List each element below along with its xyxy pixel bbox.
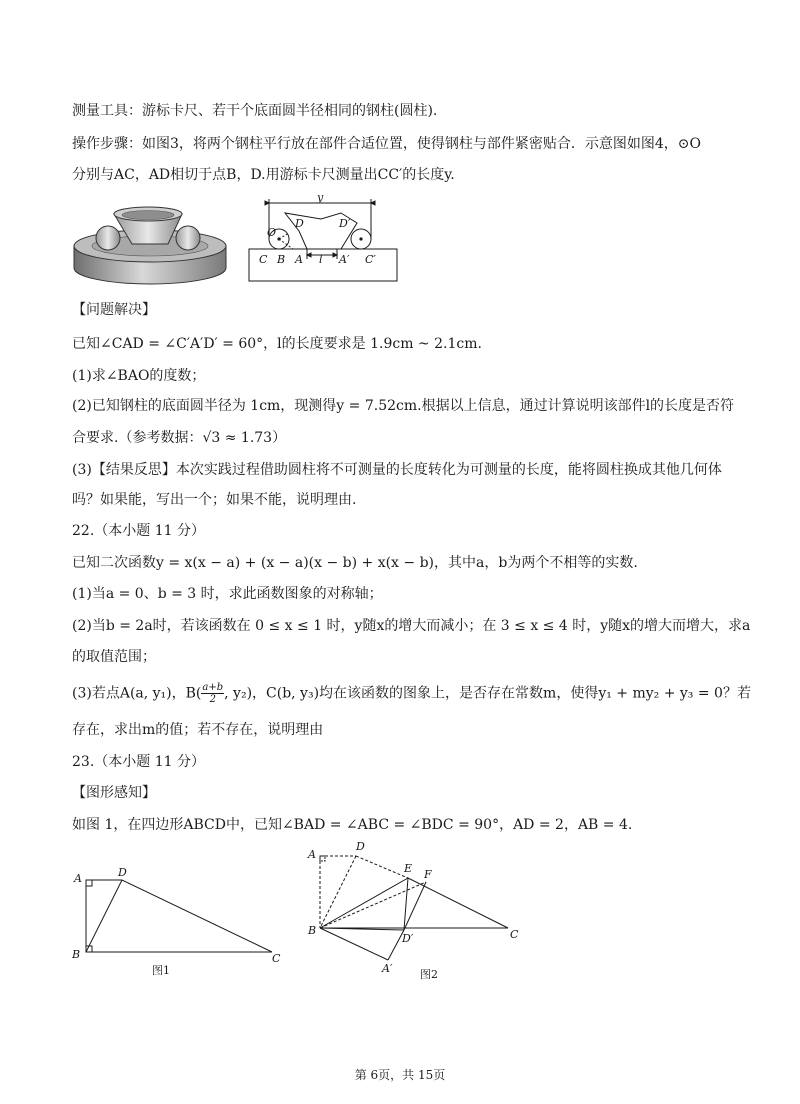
label-C: C xyxy=(259,253,268,266)
label-B: B xyxy=(277,253,286,266)
q3-suffix: , y₂)，C(b, y₃)均在该函数的图象上，是否存在常数m，使得y₁ + my₂ + y₃ = 0？若 xyxy=(224,685,751,702)
fig1-label-D: D xyxy=(118,866,127,879)
label-y: y xyxy=(317,193,324,204)
fraction-numerator: a+b xyxy=(202,682,224,693)
fig2-label-D: D xyxy=(356,840,365,853)
section-problem-solving: 【问题解决】 xyxy=(72,302,156,318)
fig1-label-C: C xyxy=(272,952,281,965)
fig1-label-B: B xyxy=(72,948,81,961)
fig2-label-F: F xyxy=(424,868,432,881)
fig2-label-C: C xyxy=(510,928,519,941)
fig2-label-A: A xyxy=(308,848,316,861)
label-D: D xyxy=(295,217,304,230)
page-number-footer: 第 6页，共 15页 xyxy=(354,1068,446,1082)
question-21-2a: (2)已知钢柱的底面圆半径为 1cm，现测得y = 7.52cm.根据以上信息，通过计算说明该部件l的长度是否符 xyxy=(72,398,735,414)
label-Aprime: A′ xyxy=(339,253,350,266)
question-21-3a: (3)【结果反思】本次实践过程借助圆柱将不可测量的长度转化为可测量的长度，能将圆柱换成其他几何体 xyxy=(72,462,722,478)
fig2-label-B: B xyxy=(308,924,317,937)
label-Dprime: D′ xyxy=(339,217,351,230)
question-22-3b: 存在，求出m的值；若不存在，说明理由 xyxy=(72,722,324,738)
fig2-label-E: E xyxy=(404,862,413,875)
fig2-label-Aprime: A′ xyxy=(382,962,393,975)
steps-line-2: 分别与AC，AD相切于点B，D.用游标卡尺测量出CC′的长度y. xyxy=(72,167,455,183)
label-O: O xyxy=(267,226,277,239)
q3-prefix: (3)若点A(a, y₁)，B( xyxy=(72,685,202,702)
section-figure-perception: 【图形感知】 xyxy=(72,785,156,801)
fig2-label-Dprime: D′ xyxy=(402,932,414,945)
question-22-2b: 的取值范围； xyxy=(72,649,156,665)
figure1-quadrilateral xyxy=(64,860,294,980)
problem-23-stem: 如图 1，在四边形ABCD中，已知∠BAD = ∠ABC = ∠BDC = 90°，AD = 2，AB = 4. xyxy=(72,817,633,833)
steps-line-1: 操作步骤：如图3，将两个钢柱平行放在部件合适位置，使得钢柱与部件紧密贴合．示意图如图4，⊙O xyxy=(72,136,702,152)
question-21-2b: 合要求.（参考数据：√3 ≈ 1.73） xyxy=(72,430,287,446)
question-22-2a: (2)当b = 2a时，若该函数在 0 ≤ x ≤ 1 时，y随x的增大而减小；在 3 ≤ x ≤ 4 时，y随x的增大而增大，求a xyxy=(72,618,751,634)
question-22-3a xyxy=(72,682,751,705)
figure2-caption: 图2 xyxy=(420,968,438,981)
label-l: l xyxy=(319,253,323,266)
question-21-1: (1)求∠BAO的度数； xyxy=(72,368,206,384)
given-conditions: 已知∠CAD = ∠C′A′D′ = 60°，l的长度要求是 1.9cm ~ 2.1cm. xyxy=(72,336,482,352)
figure4-schematic xyxy=(245,193,405,285)
question-21-3b: 吗？如果能，写出一个；如果不能，说明理由. xyxy=(72,492,357,508)
problem-23-heading: 23.（本小题 11 分） xyxy=(72,754,205,770)
figure1-caption: 图1 xyxy=(152,964,170,977)
label-A: A xyxy=(295,253,303,266)
problem-22-heading: 22.（本小题 11 分） xyxy=(72,523,205,539)
fraction-a-plus-b-over-2 xyxy=(201,682,224,705)
problem-22-stem: 已知二次函数y = x(x − a) + (x − a)(x − b) + x(x − b)，其中a，b为两个不相等的实数. xyxy=(72,555,638,571)
fraction-denominator: 2 xyxy=(209,694,216,705)
question-22-1: (1)当a = 0、b = 3 时，求此函数图象的对称轴； xyxy=(72,586,383,602)
figure3-cylinder-illustration xyxy=(70,200,230,290)
label-Cprime: C′ xyxy=(365,253,376,266)
fig1-label-A: A xyxy=(74,872,82,885)
tools-line: 测量工具：游标卡尺、若干个底面圆半径相同的钢柱(圆柱). xyxy=(72,103,438,119)
figure2-rotated-quadrilateral xyxy=(300,838,530,988)
